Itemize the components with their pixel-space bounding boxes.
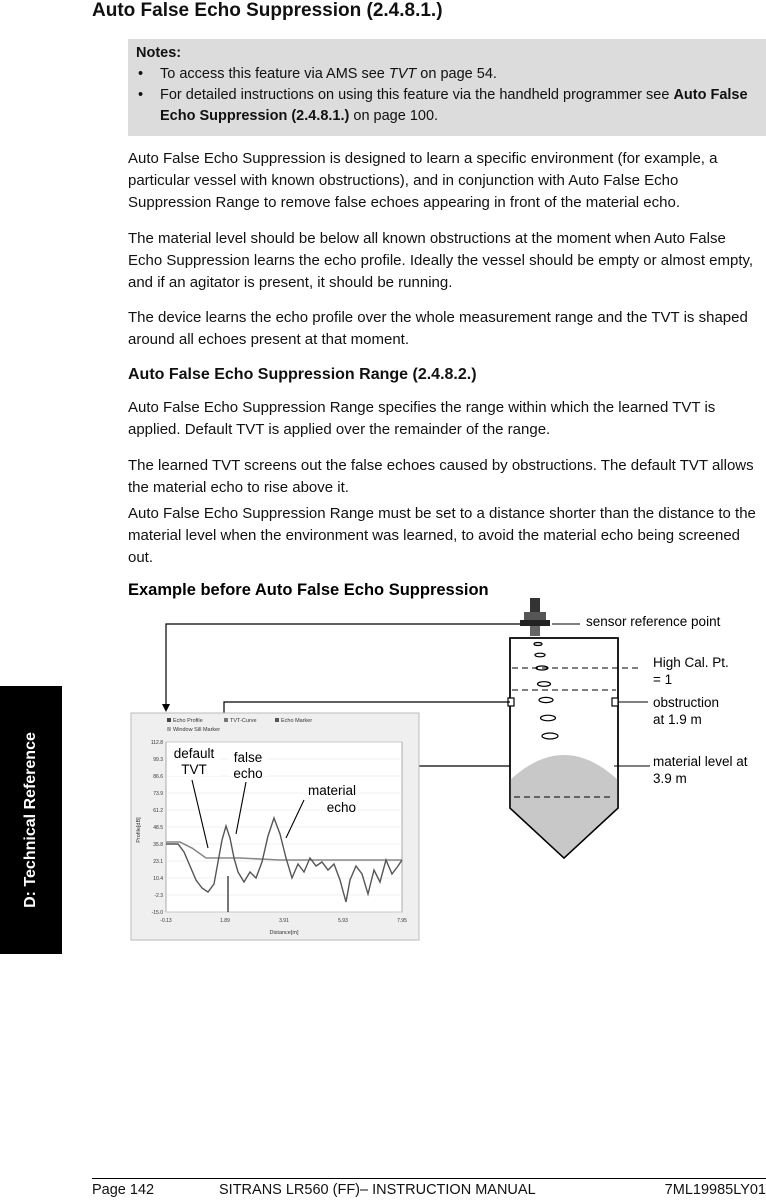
- callout-default-tvt-2: TVT: [181, 762, 207, 777]
- echo-suppression-figure: [0, 570, 766, 950]
- footer-code: 7ML19985LY01: [664, 1182, 766, 1198]
- notes-link-tvt[interactable]: TVT: [388, 66, 417, 82]
- y-tick-label: 23.1: [153, 859, 163, 865]
- material-fill: [510, 755, 618, 858]
- y-tick-label: 73.9: [153, 791, 163, 797]
- callout-obstruction-2: at 1.9 m: [653, 712, 702, 727]
- callout-highcal-2: = 1: [653, 672, 673, 687]
- y-tick-label: -2.3: [154, 893, 163, 899]
- notes-text: on page 54.: [416, 66, 497, 82]
- y-tick-label: 10.4: [153, 876, 163, 882]
- notes-text: on page 100.: [349, 108, 439, 124]
- chart-xlabel: Distance[m]: [269, 930, 299, 936]
- x-tick-label: 1.89: [220, 918, 230, 924]
- callout-obstruction: obstruction: [653, 695, 720, 710]
- legend-echo-profile: Echo Profile: [173, 718, 203, 724]
- callout-sensor: sensor reference point: [586, 614, 721, 629]
- callout-material-2: 3.9 m: [653, 771, 687, 786]
- x-tick-label: -0.13: [160, 918, 172, 924]
- notes-item: [136, 64, 758, 85]
- notes-text: To access this feature via AMS see: [160, 66, 389, 82]
- notes-item: [136, 85, 758, 127]
- page-footer: [92, 1178, 766, 1198]
- y-tick-label: 35.8: [153, 842, 163, 848]
- paragraph: Auto False Echo Suppression is designed to learn a specific environment (for example, a particular vessel with known obstructions), and in conjunction with Auto False Echo Suppression Range to remove false echoes appearing in front of the material echo.: [128, 150, 718, 211]
- paragraph: Auto False Echo Suppression Range must be set to a distance shorter than the distance to the material level when the environment was learned, to avoid the material echo being screened out.: [128, 505, 756, 566]
- footer-page: Page 142: [92, 1182, 155, 1198]
- y-tick-label: 112.8: [150, 740, 163, 746]
- paragraph: The learned TVT screens out the false echoes caused by obstructions. The default TVT allows the material echo to rise above it.: [128, 457, 754, 496]
- legend-tvt: TVT-Curve: [230, 718, 257, 724]
- y-tick-label: 48.5: [153, 825, 163, 831]
- legend-echo-marker: Echo Marker: [281, 718, 313, 724]
- chart-ylabel: Profile[dB]: [136, 817, 142, 843]
- notes-text: For detailed instructions on using this feature via the handheld programmer see: [160, 87, 674, 103]
- notes-box: [128, 39, 766, 136]
- callout-false-echo: false: [233, 750, 263, 765]
- obstruction-right: [612, 698, 618, 706]
- footer-title: SITRANS LR560 (FF)– INSTRUCTION MANUAL: [219, 1182, 536, 1198]
- subheading: Auto False Echo Suppression Range (2.4.8.2.): [128, 366, 477, 383]
- vessel: [508, 598, 640, 858]
- sensor-icon: [520, 598, 550, 636]
- callout-material-echo-2: echo: [326, 800, 356, 815]
- legend-window-sill: Window Sill Marker: [173, 727, 221, 733]
- y-tick-label: 61.2: [153, 808, 163, 814]
- notes-link-afes[interactable]: Auto False Echo Suppression (2.4.8.1.): [160, 87, 748, 124]
- figure-title: Example before Auto False Echo Suppression: [128, 581, 489, 599]
- y-tick-label: 99.3: [153, 757, 163, 763]
- page-heading: Auto False Echo Suppression (2.4.8.1.): [92, 0, 443, 21]
- paragraph: The material level should be below all known obstructions at the moment when Auto False Echo Suppression learns the echo profile. Ideally the vessel should be empty or almost empty, and if an agitator is present, it should be running.: [128, 230, 754, 291]
- paragraph: The device learns the echo profile over the whole measurement range and the TVT is shaped around all echoes present at that moment.: [128, 309, 748, 348]
- callout-default-tvt: default: [173, 746, 215, 761]
- notes-title: Notes:: [136, 45, 182, 61]
- notes-list: [136, 64, 758, 127]
- x-tick-label: 3.91: [279, 918, 289, 924]
- callout-false-echo-2: echo: [233, 766, 263, 781]
- paragraph: Auto False Echo Suppression Range specifies the range within which the learned TVT is applied. Default TVT is applied over the remainder of the range.: [128, 399, 716, 438]
- callout-material: material level at: [653, 754, 748, 769]
- x-tick-label: 7.95: [397, 918, 407, 924]
- callout-highcal: High Cal. Pt.: [653, 655, 729, 670]
- x-tick-label: 5.93: [338, 918, 348, 924]
- y-tick-label: -15.0: [151, 910, 163, 916]
- y-tick-label: 86.6: [153, 774, 163, 780]
- side-tab-label: D: Technical Reference: [22, 732, 39, 908]
- callout-material-echo: material: [307, 783, 356, 798]
